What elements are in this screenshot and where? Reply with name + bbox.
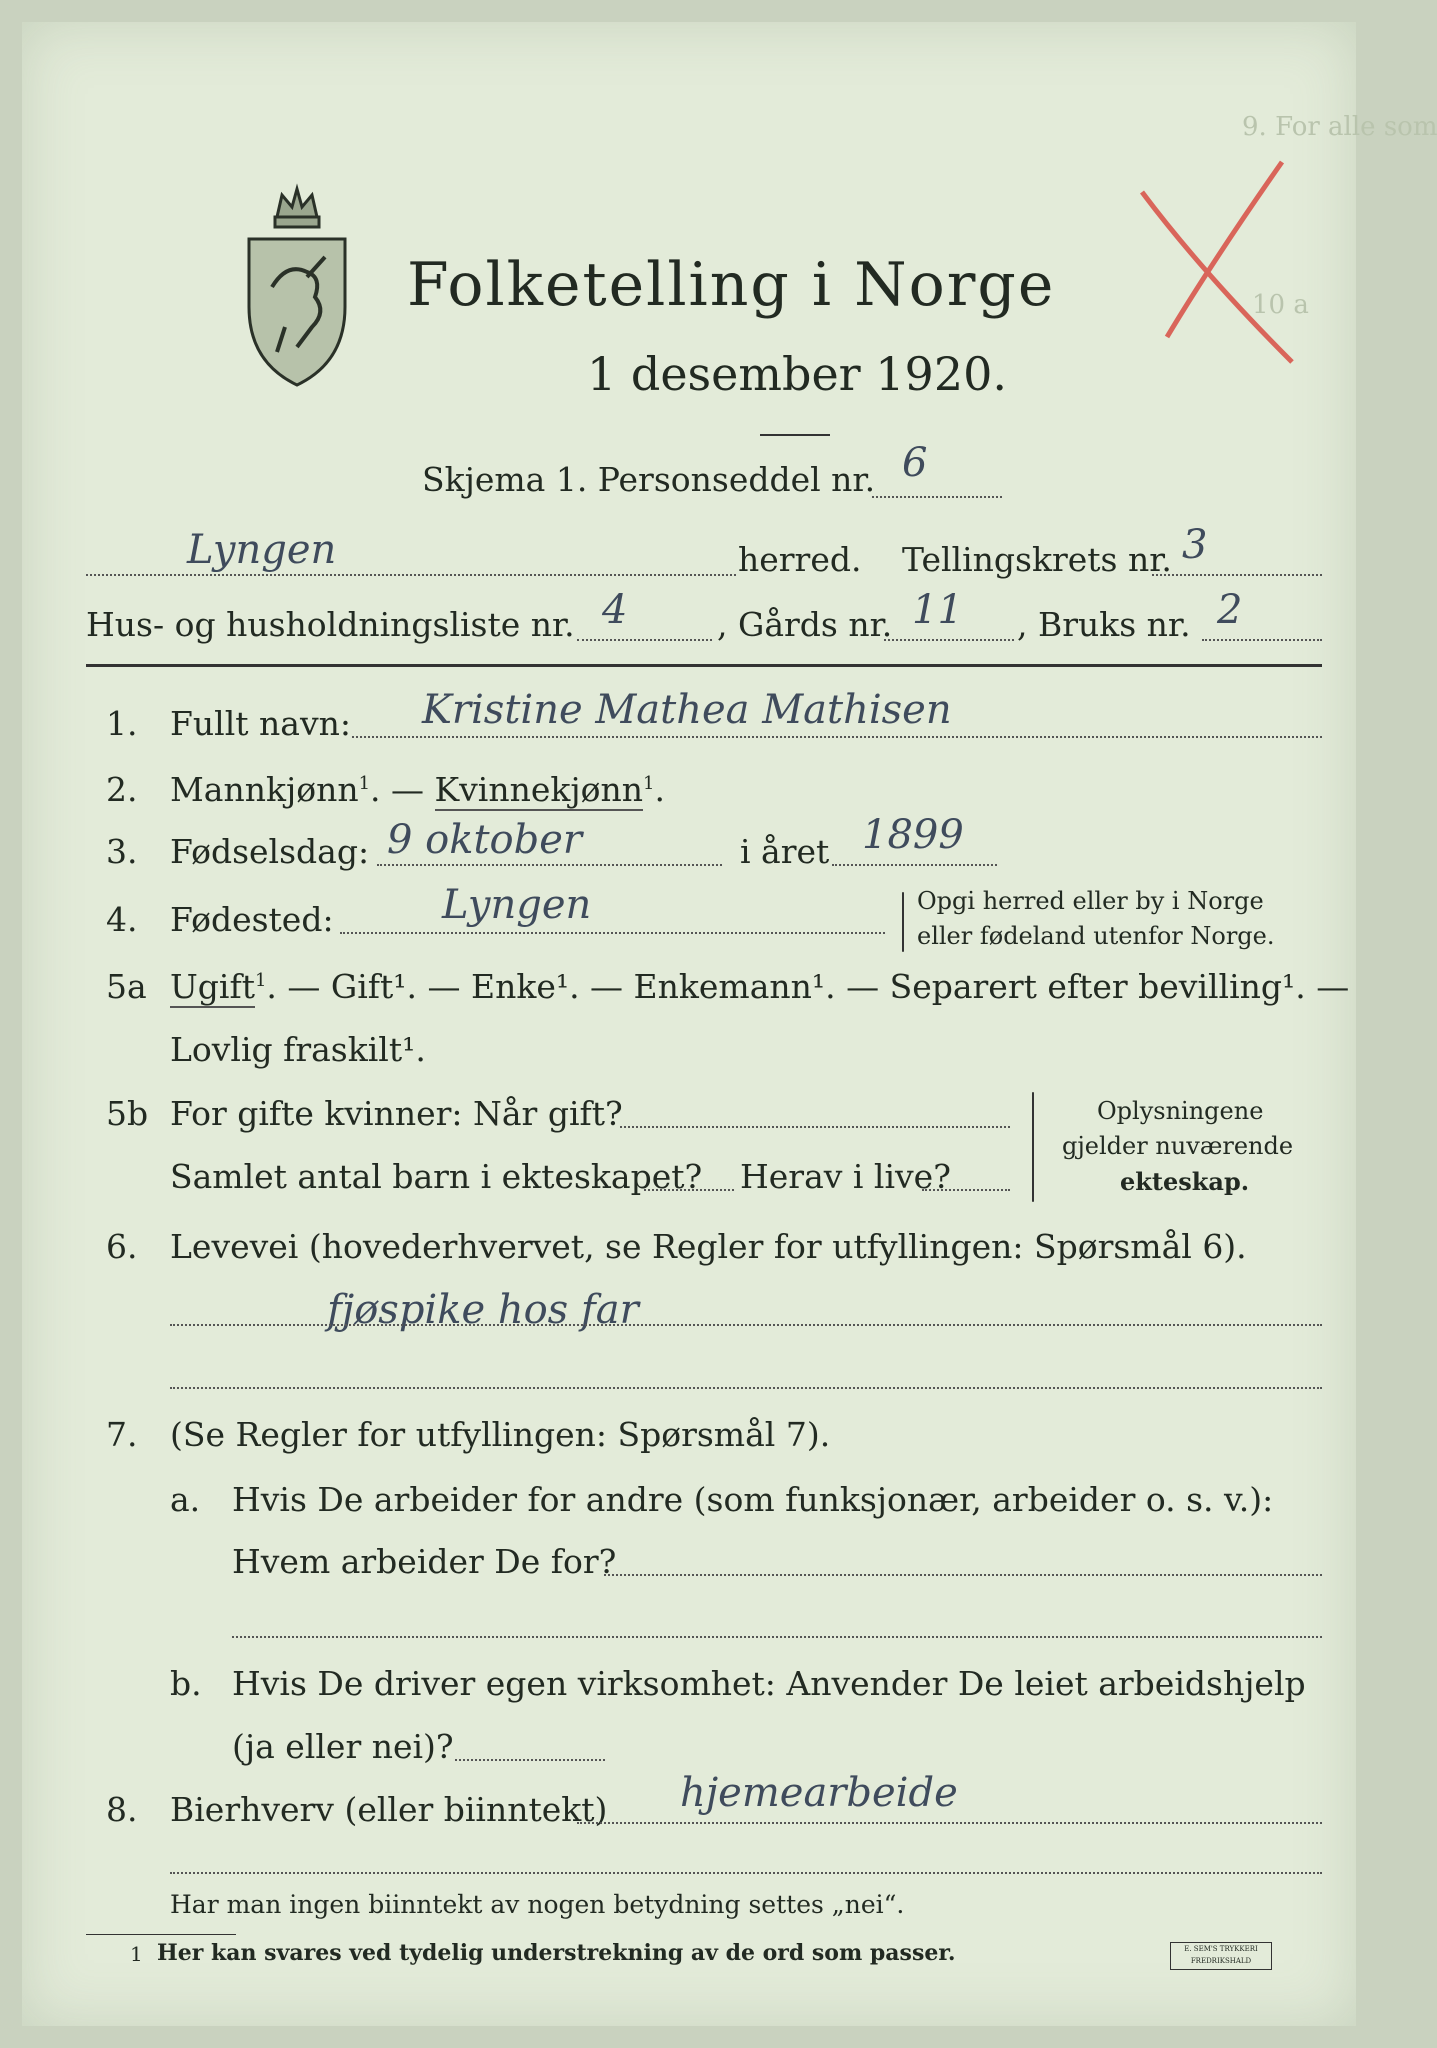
q7a-text: Hvis De arbeider for andre (som funksjonær, arbeider o. s. v.): [232, 1480, 1274, 1519]
tellingskrets-value[interactable]: 3 [1182, 522, 1208, 568]
q4-label: Fødested: [170, 900, 334, 939]
q5b-note-line3: ekteskap. [1120, 1167, 1250, 1196]
q5b-label2: Samlet antal barn i ekteskapet? [170, 1157, 703, 1196]
q3-year-label: i året [740, 832, 830, 871]
q5a-number: 5a [106, 967, 147, 1006]
q2-options: Mannkjønn$^1$. — Kvinnekjønn$^1$. [170, 770, 665, 809]
q4-note-line1: Opgi herred eller by i Norge [917, 887, 1264, 915]
footnote-rule [86, 1934, 236, 1935]
q6-label: Levevei (hovederhvervet, se Regler for utfyllingen: Spørsmål 6). [170, 1227, 1247, 1266]
birth-year-value[interactable]: 1899 [862, 812, 964, 858]
q5b-note-line1: Oplysningene [1097, 1097, 1264, 1125]
q7a-letter: a. [170, 1480, 201, 1519]
q7-number: 7. [106, 1415, 138, 1454]
q7b-text: Hvis De driver egen virksomhet: Anvender De leiet arbeidshjelp [232, 1664, 1306, 1703]
personseddel-field-line [872, 496, 1002, 498]
q7a-text2: Hvem arbeider De for? [232, 1542, 617, 1581]
census-date: 1 desember 1920. [587, 347, 1007, 401]
q5b-number: 5b [106, 1094, 149, 1133]
q5b-brace [1032, 1092, 1034, 1202]
q5b-label1: For gifte kvinner: Når gift? [170, 1094, 623, 1133]
bruks-label: , Bruks nr. [1017, 605, 1191, 644]
red-x-mark-icon [1122, 152, 1312, 372]
herred-label: herred. [738, 540, 862, 579]
hus-value[interactable]: 4 [602, 587, 628, 633]
q8-field-line [577, 1822, 1322, 1824]
q2-number: 2. [106, 770, 138, 809]
q7a-field-line2 [232, 1636, 1322, 1638]
q3-number: 3. [106, 832, 138, 871]
q3-year-field-line [832, 864, 997, 866]
q6-number: 6. [106, 1227, 138, 1266]
q5b-alive-field-line [922, 1189, 1010, 1191]
q1-number: 1. [106, 704, 138, 743]
q7b-letter: b. [170, 1664, 202, 1703]
gards-label: , Gårds nr. [717, 605, 893, 644]
q1-field-line [352, 736, 1322, 738]
birthplace-value[interactable]: Lyngen [442, 882, 592, 928]
q6-field-line2 [170, 1387, 1322, 1389]
q4-brace [902, 892, 904, 952]
footnote-number: 1 [130, 1942, 143, 1966]
q8-number: 8. [106, 1790, 138, 1829]
schema-label: Skjema 1. Personseddel nr. [422, 460, 876, 499]
herred-value[interactable]: Lyngen [187, 527, 337, 573]
no-income-note: Har man ingen biinntekt av nogen betydning settes „nei“. [170, 1890, 905, 1919]
bleed-through-text: 9. For alle som [1242, 112, 1437, 142]
q7b-field-line [455, 1759, 605, 1761]
q1-label: Fullt navn: [170, 704, 351, 743]
option-kvinnekjonn-selected[interactable]: Kvinnekjønn [434, 770, 644, 809]
q7a-field-line1 [604, 1574, 1322, 1576]
bleed-through-text: 10 a [1252, 290, 1309, 320]
herred-field-line [86, 574, 736, 576]
norway-coat-of-arms-icon [237, 177, 357, 397]
q5a-options: Ugift$^1$. — Gift¹. — Enke¹. — Enkemann¹. — Separert efter bevilling¹. — [170, 967, 1350, 1006]
q4-number: 4. [106, 900, 138, 939]
gards-value[interactable]: 11 [912, 587, 963, 633]
q5b-note-line2: gjelder nuværende [1062, 1132, 1294, 1160]
q5b-label3: Herav i live? [740, 1157, 951, 1196]
tellingskrets-label: Tellingskrets nr. [902, 540, 1172, 579]
bruks-value[interactable]: 2 [1217, 587, 1243, 633]
tellingskrets-field-line [1152, 574, 1322, 576]
q4-field-line [340, 932, 885, 934]
option-mannkjonn[interactable]: Mannkjønn [170, 770, 359, 809]
printer-stamp: E. SEM'S TRYKKERI FREDRIKSHALD [1170, 1942, 1272, 1970]
q5b-married-field-line [620, 1126, 1010, 1128]
gards-field-line [884, 639, 1014, 641]
q4-note-line2: eller fødeland utenfor Norge. [917, 922, 1275, 950]
header-divider [86, 664, 1322, 667]
q7b-text2: (ja eller nei)? [232, 1727, 454, 1766]
side-occupation-value[interactable]: hjemearbeide [680, 1770, 958, 1816]
bruks-field-line [1202, 639, 1322, 641]
q8-field-line2 [170, 1872, 1322, 1874]
full-name-value[interactable]: Kristine Mathea Mathisen [422, 687, 952, 733]
q5b-children-field-line [644, 1189, 734, 1191]
q6-field-line1 [170, 1324, 1322, 1326]
q5a-line2: Lovlig fraskilt¹. [170, 1030, 426, 1069]
census-form [22, 22, 1437, 2026]
option-ugift-selected[interactable]: Ugift [170, 967, 255, 1006]
q3-label: Fødselsdag: [170, 832, 370, 871]
personseddel-nr-value[interactable]: 6 [902, 440, 928, 486]
birthday-value[interactable]: 9 oktober [387, 817, 583, 863]
footnote-text: Her kan svares ved tydelig understrekning av de ord som passer. [157, 1940, 956, 1966]
form-title: Folketelling i Norge [407, 250, 1056, 320]
q3-field-line [377, 864, 722, 866]
occupation-value[interactable]: fjøspike hos far [327, 1287, 639, 1333]
q7-label: (Se Regler for utfyllingen: Spørsmål 7). [170, 1415, 831, 1454]
hus-label: Hus- og husholdningsliste nr. [86, 605, 575, 644]
title-rule [760, 434, 830, 436]
q8-label: Bierhverv (eller biinntekt) [170, 1790, 608, 1829]
hus-field-line [577, 639, 712, 641]
